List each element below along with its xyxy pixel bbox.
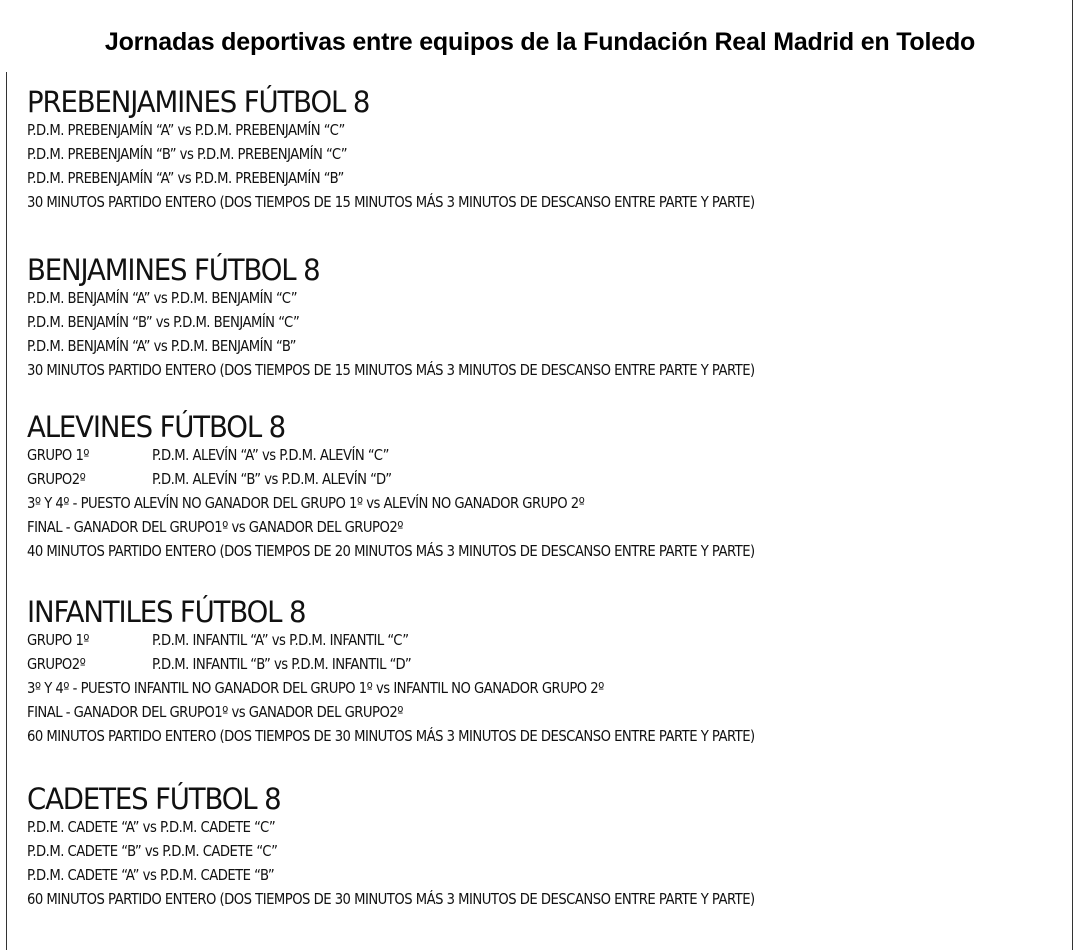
match-line: P.D.M. BENJAMÍN “A” vs P.D.M. BENJAMÍN “B” xyxy=(27,337,297,355)
group-label: GRUPO 1º xyxy=(27,446,90,464)
group-row xyxy=(27,628,755,652)
group-match: P.D.M. INFANTIL “A” vs P.D.M. INFANTIL “C” xyxy=(151,631,409,649)
section-prebenjamines xyxy=(27,86,854,214)
duration-line: 60 MINUTOS PARTIDO ENTERO (DOS TIEMPOS DE 30 MINUTOS MÁS 3 MINUTOS DE DESCANSO ENTRE PARTE Y PARTE) xyxy=(27,727,755,745)
section-heading: PREBENJAMINES FÚTBOL 8 xyxy=(27,85,370,119)
final-line: FINAL - GANADOR DEL GRUPO1º vs GANADOR DEL GRUPO2º xyxy=(27,518,403,536)
group-row xyxy=(27,652,755,676)
placement-line: 3º Y 4º - PUESTO ALEVÍN NO GANADOR DEL GRUPO 1º vs ALEVÍN NO GANADOR GRUPO 2º xyxy=(27,494,585,512)
match-line: P.D.M. CADETE “A” vs P.D.M. CADETE “C” xyxy=(27,818,276,836)
duration-line: 60 MINUTOS PARTIDO ENTERO (DOS TIEMPOS DE 30 MINUTOS MÁS 3 MINUTOS DE DESCANSO ENTRE PARTE Y PARTE) xyxy=(27,890,755,908)
page-title: Jornadas deportivas entre equipos de la Fundación Real Madrid en Toledo xyxy=(104,28,976,56)
section-cadetes xyxy=(27,783,854,911)
match-line: P.D.M. BENJAMÍN “A” vs P.D.M. BENJAMÍN “C” xyxy=(27,289,298,307)
group-label: GRUPO2º xyxy=(27,655,86,673)
section-benjamines xyxy=(27,254,854,382)
section-heading: CADETES FÚTBOL 8 xyxy=(27,782,281,816)
section-heading: BENJAMINES FÚTBOL 8 xyxy=(27,253,320,287)
match-line: P.D.M. CADETE “A” vs P.D.M. CADETE “B” xyxy=(27,866,275,884)
placement-line: 3º Y 4º - PUESTO INFANTIL NO GANADOR DEL GRUPO 1º vs INFANTIL NO GANADOR GRUPO 2º xyxy=(27,679,604,697)
match-line: P.D.M. CADETE “B” vs P.D.M. CADETE “C” xyxy=(27,842,278,860)
final-line: FINAL - GANADOR DEL GRUPO1º vs GANADOR DEL GRUPO2º xyxy=(27,703,403,721)
group-row xyxy=(27,467,755,491)
match-line: P.D.M. BENJAMÍN “B” vs P.D.M. BENJAMÍN “C” xyxy=(27,313,300,331)
section-heading: ALEVINES FÚTBOL 8 xyxy=(27,410,286,444)
match-line: P.D.M. PREBENJAMÍN “B” vs P.D.M. PREBENJAMÍN “C” xyxy=(27,145,348,163)
group-match: P.D.M. INFANTIL “B” vs P.D.M. INFANTIL “D” xyxy=(151,655,412,673)
group-match: P.D.M. ALEVÍN “A” vs P.D.M. ALEVÍN “C” xyxy=(151,446,389,464)
duration-line: 30 MINUTOS PARTIDO ENTERO (DOS TIEMPOS DE 15 MINUTOS MÁS 3 MINUTOS DE DESCANSO ENTRE PARTE Y PARTE) xyxy=(27,361,755,379)
section-alevines xyxy=(27,411,854,563)
group-label: GRUPO2º xyxy=(27,470,86,488)
duration-line: 40 MINUTOS PARTIDO ENTERO (DOS TIEMPOS DE 20 MINUTOS MÁS 3 MINUTOS DE DESCANSO ENTRE PARTE Y PARTE) xyxy=(27,542,755,560)
section-heading: INFANTILES FÚTBOL 8 xyxy=(27,595,306,629)
match-line: P.D.M. PREBENJAMÍN “A” vs P.D.M. PREBENJAMÍN “B” xyxy=(27,169,344,187)
frame-right-border xyxy=(1072,0,1073,950)
section-infantiles xyxy=(27,596,854,748)
group-row xyxy=(27,443,755,467)
match-line: P.D.M. PREBENJAMÍN “A” vs P.D.M. PREBENJAMÍN “C” xyxy=(27,121,345,139)
duration-line: 30 MINUTOS PARTIDO ENTERO (DOS TIEMPOS DE 15 MINUTOS MÁS 3 MINUTOS DE DESCANSO ENTRE PARTE Y PARTE) xyxy=(27,193,755,211)
group-label: GRUPO 1º xyxy=(27,631,90,649)
frame-left-border xyxy=(6,72,7,950)
group-match: P.D.M. ALEVÍN “B” vs P.D.M. ALEVÍN “D” xyxy=(151,470,392,488)
